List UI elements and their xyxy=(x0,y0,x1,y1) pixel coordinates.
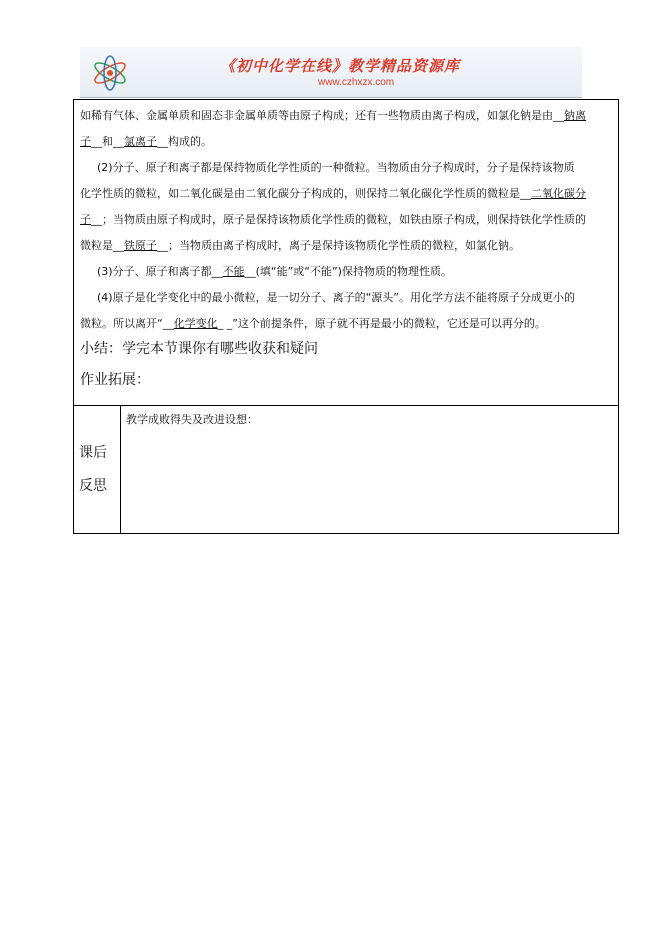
summary-line: 小结：学完本节课你有哪些收获和疑问 xyxy=(80,341,318,357)
answer-blank: __ xyxy=(553,109,564,122)
header-banner xyxy=(80,47,582,97)
answer-blank: __ xyxy=(91,135,102,148)
answer-co2-molecule-part2: 子 xyxy=(80,213,91,226)
text: 和 xyxy=(102,135,113,148)
answer-chloride-ion: 氯离子 xyxy=(124,135,157,148)
text: (3)分子、原子和离子都 xyxy=(97,265,212,278)
answer-blank: __ xyxy=(162,317,174,330)
text: 如稀有气体、金属单质和固态非金属单质等由原子构成；还有一些物质由离子构成，如氯化钠是由 xyxy=(80,109,553,122)
paragraph-4-line-2 xyxy=(80,311,612,337)
answer-blank: __ xyxy=(113,135,124,148)
paragraph-2-line-4 xyxy=(80,233,612,259)
reflection-label xyxy=(79,437,115,503)
reflection-prompt: 教学成败得失及改进设想： xyxy=(126,413,258,426)
answer-blank: __ xyxy=(91,213,102,226)
paragraph-1-line-1 xyxy=(80,103,612,129)
answer-blank: __ xyxy=(157,135,168,148)
answer-blank: __ xyxy=(211,265,223,278)
reflection-label-cell xyxy=(74,406,121,533)
site-title: 《初中化学在线》教学精品资源库 xyxy=(220,57,461,75)
paragraph-2-line-1: (2)分子、原子和离子都是保持物质化学性质的一种微粒。当物质由分子构成时，分子是保持该物质 xyxy=(97,161,575,174)
text: ；当物质由离子构成时，离子是保持该物质化学性质的微粒，如氯化钠。 xyxy=(168,239,520,252)
answer-blank: __ xyxy=(244,265,256,278)
answer-blank: __ xyxy=(157,239,168,252)
atom-logo-icon xyxy=(90,53,130,93)
answer-sodium-ion-part2: 子 xyxy=(80,135,91,148)
paragraph-1-line-2 xyxy=(80,129,612,155)
answer-iron-atom: 铁原子 xyxy=(124,239,157,252)
text: ；当物质由原子构成时，原子是保持该物质化学性质的微粒，如铁由原子构成，则保持铁化学性质的 xyxy=(102,213,586,226)
answer-blank: __ xyxy=(520,187,531,200)
text: 化学性质的微粒，如二氧化碳是由二氧化碳分子构成的，则保持二氧化碳化学性质的微粒是 xyxy=(80,187,520,200)
answer-co2-molecule-part1: 二氧化碳分 xyxy=(531,187,586,200)
paragraph-2-line-2 xyxy=(80,181,612,207)
site-url[interactable]: www.czhxzx.com xyxy=(318,77,395,88)
answer-chemical-change: 化学变化 xyxy=(173,317,218,330)
answer-blank: _ _ xyxy=(217,317,233,330)
text: 构成的。 xyxy=(168,135,212,148)
paragraph-3 xyxy=(80,259,612,285)
header-divider xyxy=(80,97,582,98)
answer-sodium-ion-part1: 钠离 xyxy=(564,109,586,122)
answer-cannot: 不能 xyxy=(222,265,245,278)
text: 微粒是 xyxy=(80,239,113,252)
text: 微粒。所以离开“ xyxy=(80,317,163,330)
text: ”这个前提条件，原子就不再是最小的微粒，它还是可以再分的。 xyxy=(232,317,546,330)
answer-blank: __ xyxy=(113,239,124,252)
reflection-label-line-1: 课后 xyxy=(79,445,107,461)
content-cell xyxy=(73,99,619,405)
homework-line: 作业拓展： xyxy=(80,372,150,388)
text: (填“能”或“不能”)保持物质的物理性质。 xyxy=(255,265,452,278)
reflection-label-line-2: 反思 xyxy=(79,478,107,494)
paragraph-4-line-1: (4)原子是化学变化中的最小微粒，是一切分子、离子的“源头”。用化学方法不能将原子分成更小的 xyxy=(97,291,575,304)
reflection-row xyxy=(73,405,619,534)
paragraph-2-line-3 xyxy=(80,207,612,233)
